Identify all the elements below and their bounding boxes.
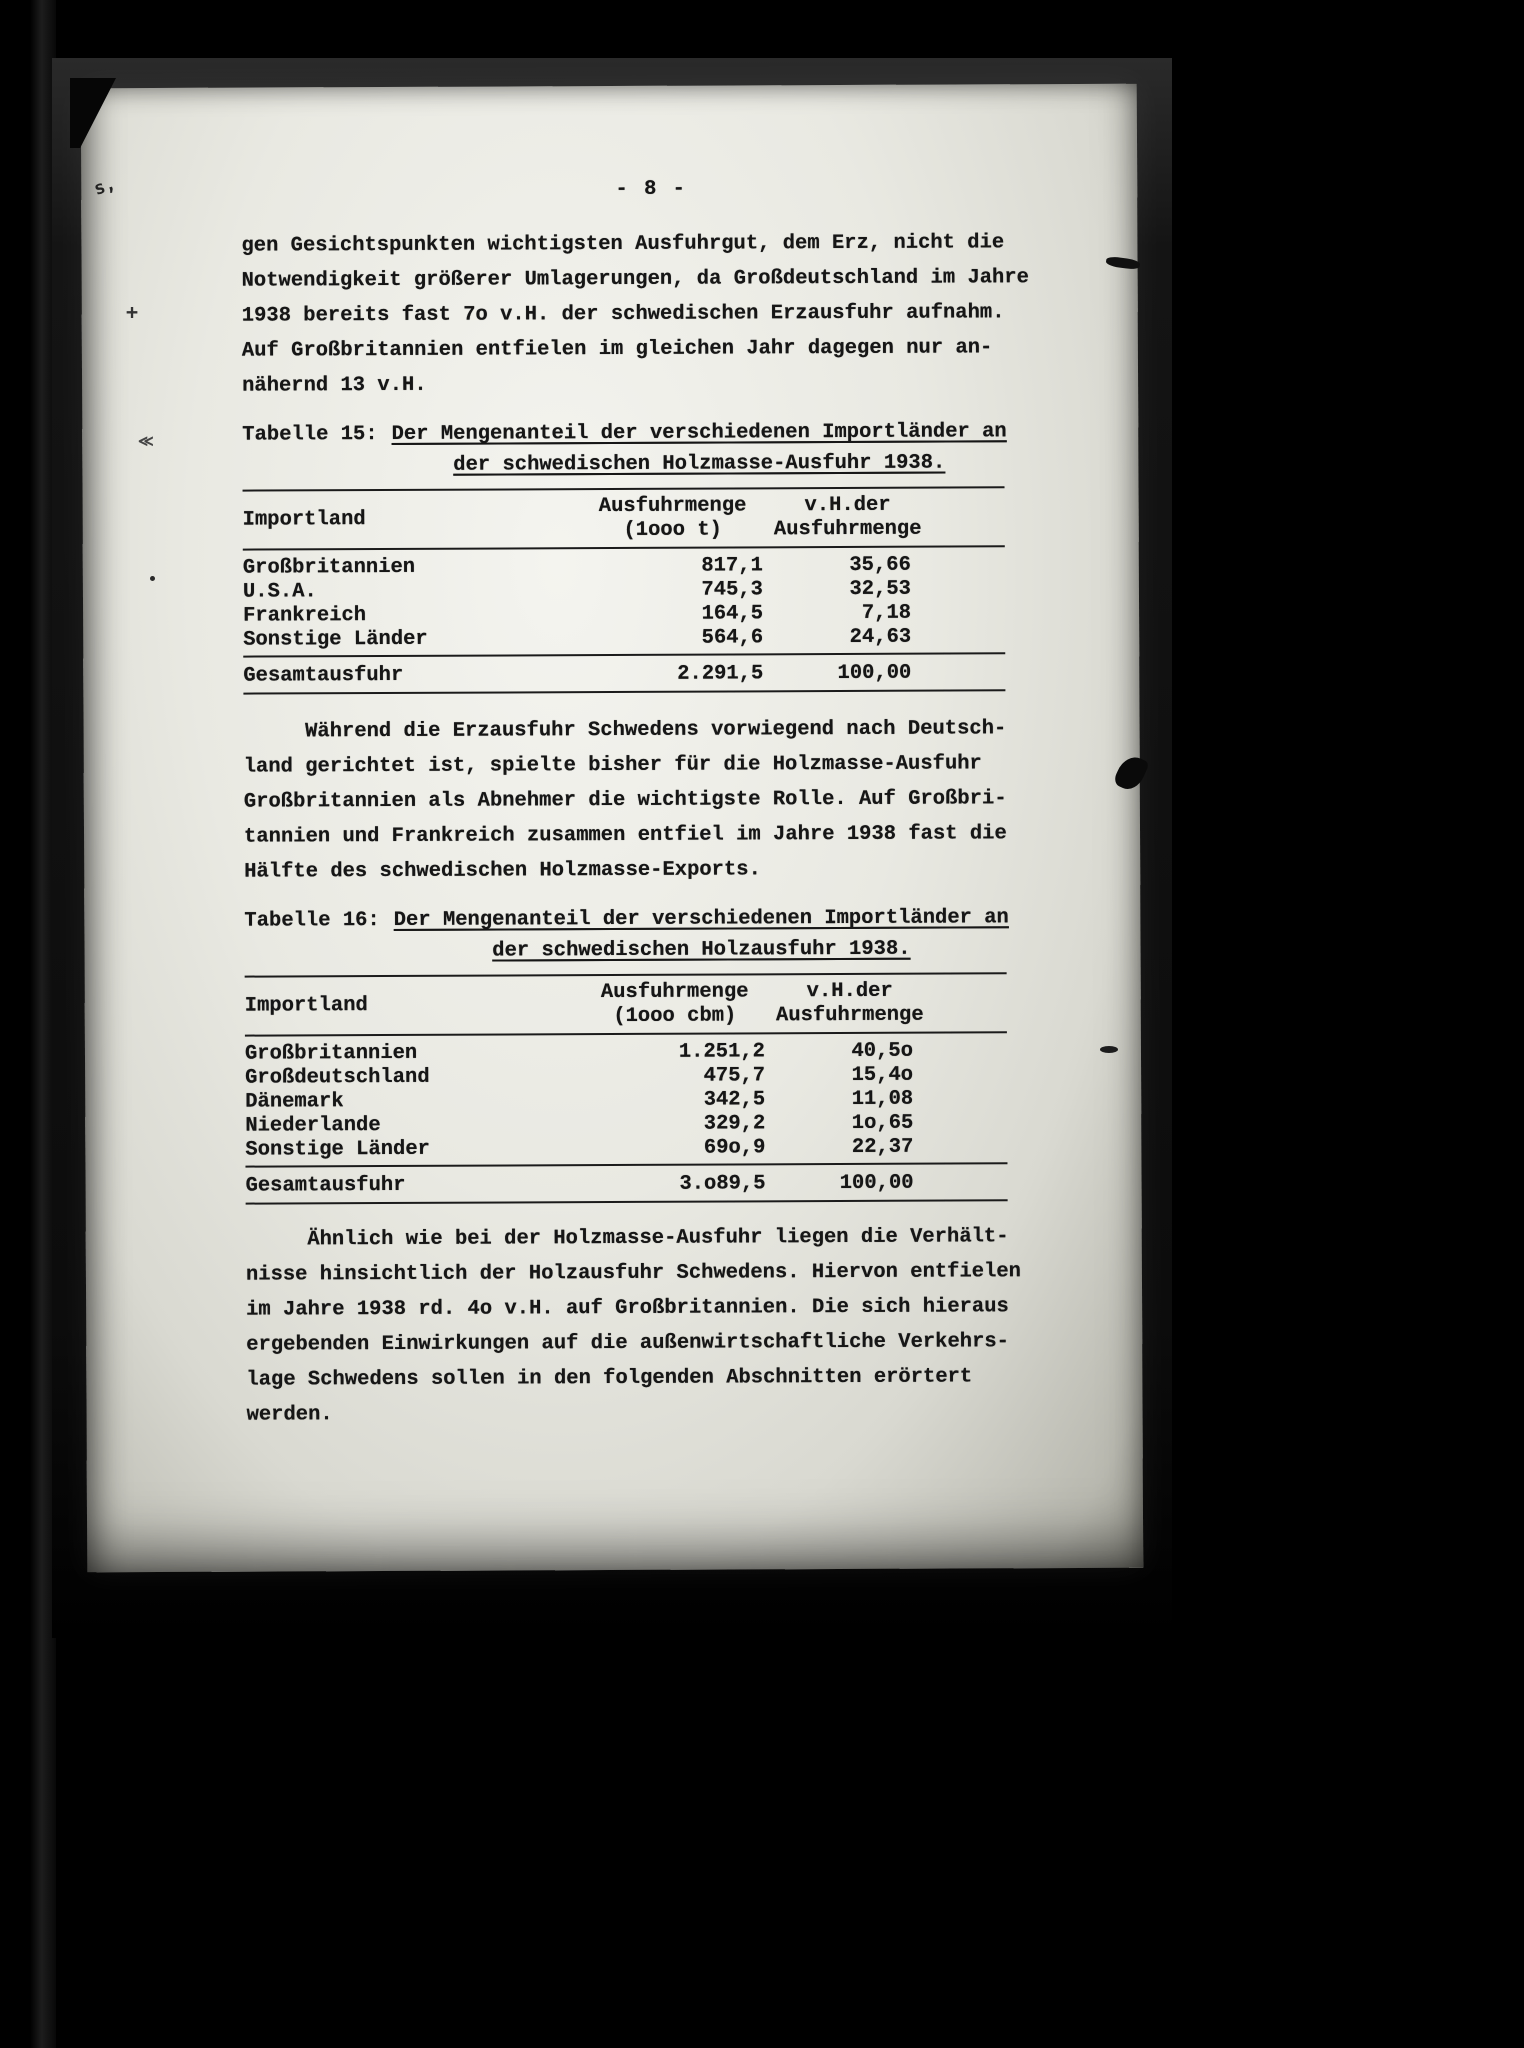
row-pct: 11,08: [851, 1087, 914, 1111]
table16-title: [394, 902, 1009, 967]
table16-total-row: [245, 1164, 1007, 1204]
row-amount: 342,5: [703, 1088, 766, 1112]
page-number: - 8 -: [615, 177, 688, 201]
row-pct: 1o,65: [851, 1111, 914, 1135]
table16-header-amount: [575, 980, 775, 1029]
table16-header-pct: [775, 980, 925, 1029]
row-country: Dänemark: [245, 1090, 344, 1114]
table16-title-line1: Der Mengenanteil der verschiedenen Importländer an: [393, 906, 1009, 932]
scan-artifact-chevron: ≪: [138, 432, 154, 450]
document-page: [81, 84, 1143, 1573]
table-row: [243, 577, 1005, 604]
table15-header-amount-line2: (1ooo t): [623, 518, 722, 542]
row-amount: 564,6: [701, 626, 764, 650]
table15-header-pct-line2: Ausfuhrmenge: [773, 517, 922, 542]
row-country: Sonstige Länder: [245, 1137, 430, 1162]
table16-title-line2: der schwedischen Holzausfuhr 1938.: [492, 937, 911, 963]
row-pct: 7,18: [861, 601, 912, 625]
table16-header-amount-line2: (1ooo cbm): [613, 1004, 737, 1028]
table16-header-row: [245, 974, 1007, 1036]
table15: [243, 486, 1006, 694]
table15-header-amount: [573, 494, 773, 543]
row-pct: 15,4o: [851, 1063, 914, 1087]
table16-header-pct-line2: Ausfuhrmenge: [775, 1003, 924, 1028]
row-amount: 817,1: [701, 554, 763, 578]
paragraph-holzmasse: Während die Erzausfuhr Schwedens vorwiegend nach Deutsch- land gerichtet ist, spielte bisher für die Holzmasse-Ausfuhr Großbritannien als Abnehmer die wichtigste Rolle. Auf Großbri- tannien und Frankreich zusammen entfiel im Jahre 1938 fast die Hälfte des schwedischen Holzmasse-Exports.: [243, 717, 1007, 884]
table16: [245, 972, 1008, 1204]
total-amount: 3.o89,5: [679, 1172, 766, 1196]
table15-header-pct-line1: v.H.der: [804, 493, 891, 518]
row-country: U.S.A.: [242, 580, 317, 604]
table15-heading: [242, 416, 1062, 482]
row-pct: 35,66: [849, 553, 911, 577]
row-country: Großbritannien: [242, 555, 416, 580]
paragraph-erzausfuhr: gen Gesichtspunkten wichtigsten Ausfuhrgut, dem Erz, nicht die Notwendigkeit größerer Umlagerungen, da Großdeutschland im Jahre 1938 bereits fast 7o v.H. der schwedischen Erzausfuhr aufnahm. Auf Großbritannien entfielen im gleichen Jahr dagegen nur an- nähernd 13 v.H.: [241, 231, 1029, 398]
row-amount: 164,5: [701, 602, 764, 626]
row-country: Sonstige Länder: [243, 627, 428, 652]
table-row: [245, 1039, 1007, 1066]
row-amount: 475,7: [703, 1064, 766, 1088]
row-pct: 40,5o: [851, 1039, 914, 1063]
table-row: [245, 1063, 1007, 1090]
total-label: Gesamtausfuhr: [245, 1173, 406, 1198]
total-label: Gesamtausfuhr: [243, 663, 404, 688]
row-pct: 22,37: [851, 1135, 914, 1159]
row-country: Großdeutschland: [245, 1065, 430, 1090]
table15-title-line1: Der Mengenanteil der verschiedenen Importländer an: [391, 420, 1007, 446]
table15-body: [243, 547, 1005, 657]
table16-body: [245, 1033, 1008, 1167]
table-row: [245, 1111, 1007, 1138]
row-country: Niederlande: [245, 1114, 381, 1138]
total-pct: 100,00: [839, 1171, 914, 1196]
table15-header-row: [243, 488, 1005, 550]
table16-heading: [244, 902, 1064, 968]
table-row: [243, 553, 1005, 580]
table15-total-row: [243, 654, 1005, 694]
page-content: [241, 84, 1067, 1433]
row-pct: 24,63: [849, 625, 912, 649]
row-pct: 32,53: [849, 577, 912, 601]
row-country: Großbritannien: [244, 1041, 418, 1066]
table15-header-importland: Importland: [242, 508, 366, 532]
paragraph-holzausfuhr: Ähnlich wie bei der Holzmasse-Ausfuhr liegen die Verhält- nisse hinsichtlich der Holzausfuhr Schwedens. Hiervon entfielen im Jahre 1938 rd. 4o v.H. auf Großbritannien. Die sich hieraus ergebenden Einwirkungen auf die außenwirtschaftliche Verkehrs- lage Schwedens sollen in den folgenden Abschnitten erörtert werden.: [245, 1225, 1022, 1427]
table-row: [243, 625, 1005, 652]
total-amount: 2.291,5: [677, 662, 764, 686]
row-amount: 1.251,2: [678, 1040, 766, 1064]
scan-artifact-squiggle: s,: [91, 173, 119, 200]
table16-label: Tabelle 16:: [244, 909, 380, 933]
table-row: [243, 601, 1005, 628]
table16-header-importland: Importland: [244, 994, 368, 1018]
table16-header-pct-line1: v.H.der: [806, 979, 893, 1004]
table-row: [245, 1087, 1007, 1114]
table-row: [245, 1135, 1007, 1162]
row-amount: 745,3: [701, 578, 764, 602]
row-amount: 329,2: [703, 1112, 766, 1136]
table15-title: [392, 416, 1007, 481]
table15-header-amount-line1: Ausfuhrmenge: [598, 494, 747, 519]
table16-header-amount-line1: Ausfuhrmenge: [600, 980, 749, 1005]
table15-title-line2: der schwedischen Holzmasse-Ausfuhr 1938.: [453, 451, 946, 477]
total-pct: 100,00: [837, 661, 912, 686]
row-country: Frankreich: [243, 604, 367, 628]
table15-label: Tabelle 15:: [242, 423, 378, 447]
table15-header-pct: [773, 494, 923, 543]
row-amount: 69o,9: [703, 1136, 766, 1160]
scan-artifact-plus-mark: +: [126, 300, 139, 324]
